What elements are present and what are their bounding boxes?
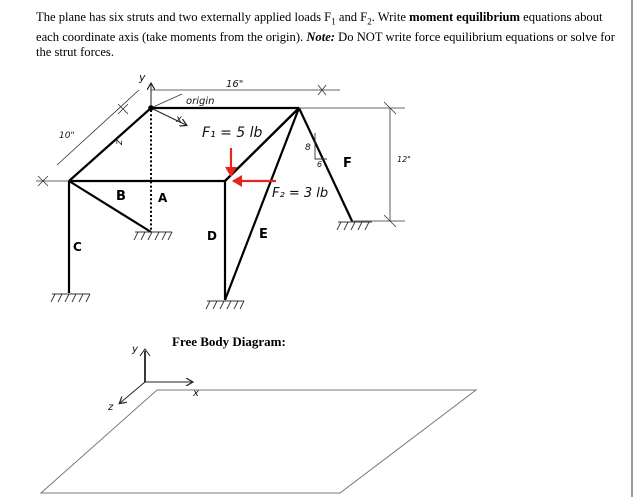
slope-rise-label: 8	[305, 143, 311, 153]
slope-run-label: 6	[317, 160, 323, 169]
ground-d	[206, 301, 244, 309]
fbd-y-label: y	[132, 344, 138, 355]
strut-b-label: B	[116, 189, 126, 204]
ground-f	[337, 222, 372, 230]
origin-y-label: y	[139, 71, 146, 84]
plate-outline	[69, 108, 299, 181]
load-f1-label: F₁ = 5 lb	[202, 125, 263, 141]
ground-c	[51, 294, 90, 302]
ground-a	[134, 232, 172, 240]
dim-right-label: 12"	[397, 155, 411, 164]
fbd-drawing-plane	[41, 390, 476, 493]
fbd-axes	[107, 344, 199, 413]
strut-f-label: F	[343, 156, 352, 171]
strut-e-label: E	[259, 227, 268, 242]
origin-z-label: z	[114, 139, 125, 145]
plate-right-edge	[225, 108, 299, 181]
problem-statement: The plane has six struts and two externally applied loads $F_1$ and $F_2$. Write moment equilibrium equations about each coordinate axis (take moments from the origin). Note: Do NOT write force equilibrium equations or solve for the strut forces.	[36, 10, 615, 59]
origin-label: origin	[186, 96, 215, 107]
fbd-x-label: x	[193, 388, 199, 399]
strut-b	[69, 181, 151, 232]
fbd-title: Free Body Diagram:	[172, 334, 286, 349]
strut-d-label: D	[207, 229, 217, 243]
origin-x-label: x	[176, 114, 182, 125]
dim-top-label: 16"	[226, 79, 244, 90]
load-f2-label: F₂ = 3 lb	[272, 186, 329, 201]
origin-point	[148, 105, 154, 111]
diagram-labels	[59, 71, 411, 254]
dim-left-label: 10"	[59, 131, 75, 141]
origin-pointer	[151, 94, 182, 108]
fbd-z-axis	[120, 382, 145, 403]
strut-a-label: A	[158, 191, 168, 205]
strut-c-label: C	[73, 240, 82, 254]
fbd-z-label: z	[108, 402, 114, 413]
